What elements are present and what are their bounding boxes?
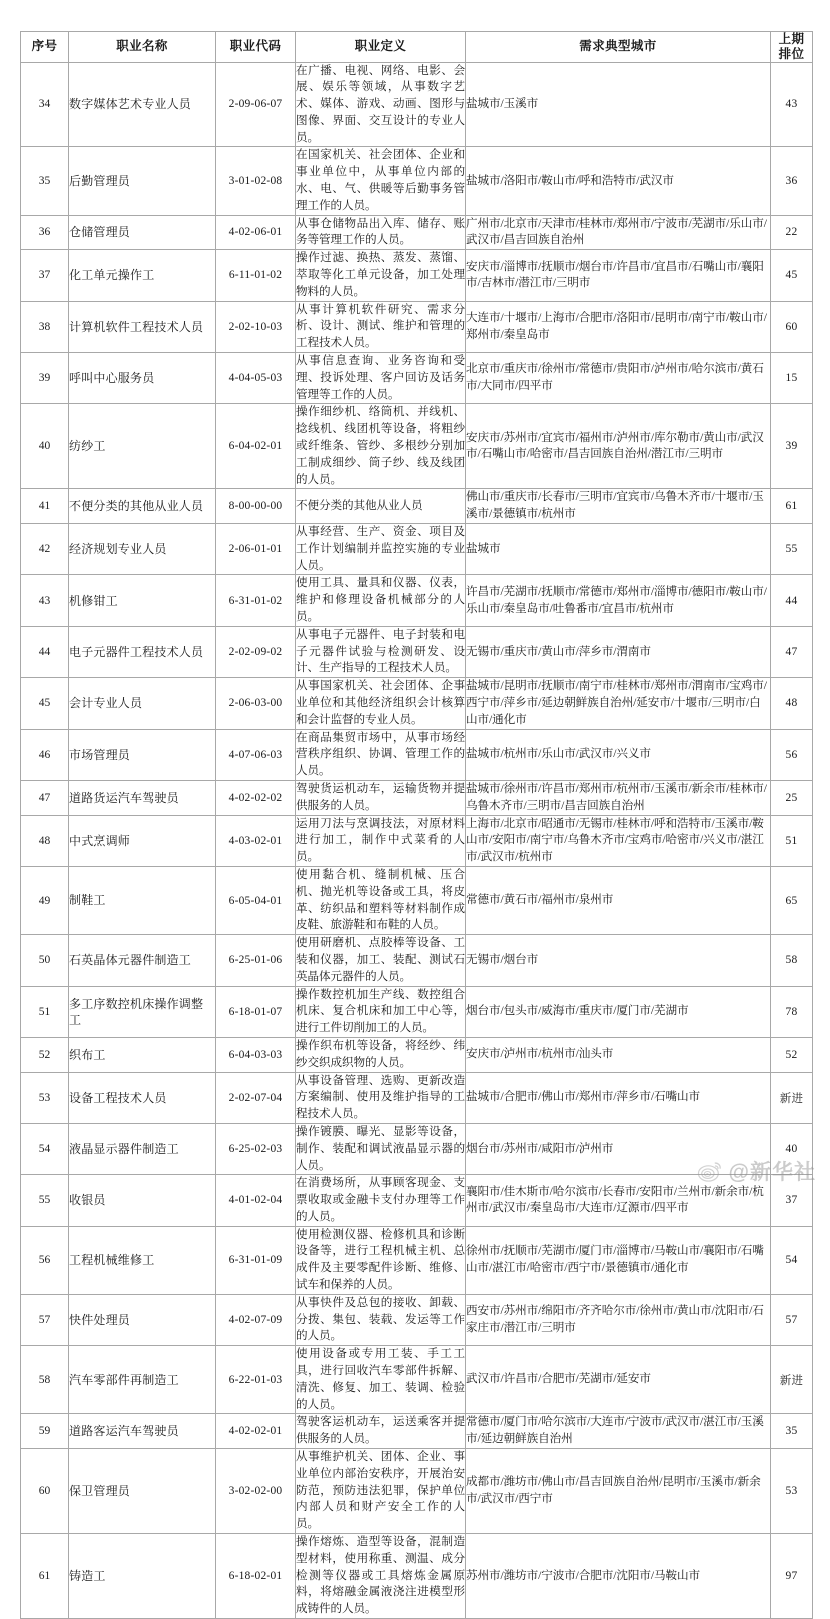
cell-index: 59 bbox=[21, 1414, 69, 1449]
cell-occupation-code: 6-31-01-02 bbox=[216, 575, 296, 626]
cell-index: 45 bbox=[21, 678, 69, 729]
cell-occupation-name: 纺纱工 bbox=[69, 404, 216, 489]
cell-occupation-code: 2-06-01-01 bbox=[216, 524, 296, 575]
cell-demand-cities: 常德市/黄石市/福州市/泉州市 bbox=[466, 866, 771, 934]
table-row bbox=[21, 575, 813, 626]
cell-previous-rank: 78 bbox=[771, 986, 813, 1037]
cell-occupation-definition: 操作细纱机、络筒机、并线机、捻线机、线团机等设备，将粗纱或纤维条、管纱、多根纱分别加工制成细纱、筒子纱、线及线团的人员。 bbox=[296, 404, 466, 489]
cell-previous-rank: 45 bbox=[771, 250, 813, 301]
cell-index: 37 bbox=[21, 250, 69, 301]
cell-occupation-definition: 从事设备管理、选购、更新改造方案编制、使用及维护指导的工程技术人员。 bbox=[296, 1072, 466, 1123]
cell-index: 41 bbox=[21, 489, 69, 524]
column-header-prev-rank bbox=[771, 32, 813, 63]
cell-demand-cities: 安庆市/泸州市/杭州市/汕头市 bbox=[466, 1037, 771, 1072]
table-row bbox=[21, 1294, 813, 1345]
cell-previous-rank: 新进 bbox=[771, 1346, 813, 1414]
cell-occupation-code: 4-02-06-01 bbox=[216, 215, 296, 250]
cell-demand-cities: 烟台市/苏州市/咸阳市/泸州市 bbox=[466, 1123, 771, 1174]
table-row bbox=[21, 250, 813, 301]
cell-occupation-code: 4-07-06-03 bbox=[216, 729, 296, 780]
cell-index: 51 bbox=[21, 986, 69, 1037]
occupation-ranking-table-container bbox=[20, 31, 812, 1619]
cell-occupation-definition: 在国家机关、社会团体、企业和事业单位中，从事单位内部的水、电、气、供暖等后勤事务管理工作的人员。 bbox=[296, 147, 466, 215]
prev-rank-line2: 排位 bbox=[778, 46, 805, 61]
cell-previous-rank: 47 bbox=[771, 626, 813, 677]
cell-index: 49 bbox=[21, 866, 69, 934]
cell-occupation-name: 汽车零部件再制造工 bbox=[69, 1346, 216, 1414]
cell-demand-cities: 徐州市/抚顺市/芜湖市/厦门市/淄博市/马鞍山市/襄阳市/石嘴山市/湛江市/哈密市/西宁市/景德镇市/通化市 bbox=[466, 1226, 771, 1294]
cell-index: 61 bbox=[21, 1534, 69, 1619]
cell-previous-rank: 37 bbox=[771, 1175, 813, 1226]
cell-demand-cities: 盐城市/合肥市/佛山市/郑州市/萍乡市/石嘴山市 bbox=[466, 1072, 771, 1123]
cell-occupation-name: 道路货运汽车驾驶员 bbox=[69, 780, 216, 815]
cell-demand-cities: 盐城市/杭州市/乐山市/武汉市/兴义市 bbox=[466, 729, 771, 780]
table-row bbox=[21, 1072, 813, 1123]
cell-demand-cities: 襄阳市/佳木斯市/哈尔滨市/长春市/安阳市/兰州市/新余市/杭州市/武汉市/秦皇岛市/大连市/辽源市/四平市 bbox=[466, 1175, 771, 1226]
cell-occupation-definition: 操作镀膜、曝光、显影等设备，制作、装配和调试液晶显示器的人员。 bbox=[296, 1123, 466, 1174]
cell-occupation-code: 2-02-07-04 bbox=[216, 1072, 296, 1123]
cell-demand-cities: 盐城市/洛阳市/鞍山市/呼和浩特市/武汉市 bbox=[466, 147, 771, 215]
table-row bbox=[21, 866, 813, 934]
cell-demand-cities: 广州市/北京市/天津市/桂林市/郑州市/宁波市/芜湖市/乐山市/武汉市/昌吉回族自治州 bbox=[466, 215, 771, 250]
table-row bbox=[21, 1175, 813, 1226]
cell-occupation-name: 仓储管理员 bbox=[69, 215, 216, 250]
cell-index: 58 bbox=[21, 1346, 69, 1414]
table-row bbox=[21, 1346, 813, 1414]
cell-occupation-definition: 操作数控机加生产线、数控组合机床、复合机床和加工中心等，进行工件切削加工的人员。 bbox=[296, 986, 466, 1037]
cell-previous-rank: 44 bbox=[771, 575, 813, 626]
cell-previous-rank: 61 bbox=[771, 489, 813, 524]
cell-occupation-definition: 从事国家机关、社会团体、企事业单位和其他经济组织会计核算和会计监督的专业人员。 bbox=[296, 678, 466, 729]
cell-previous-rank: 52 bbox=[771, 1037, 813, 1072]
cell-index: 55 bbox=[21, 1175, 69, 1226]
cell-index: 36 bbox=[21, 215, 69, 250]
cell-occupation-name: 工程机械维修工 bbox=[69, 1226, 216, 1294]
cell-index: 46 bbox=[21, 729, 69, 780]
cell-occupation-name: 后勤管理员 bbox=[69, 147, 216, 215]
cell-occupation-definition: 在广播、电视、网络、电影、会展、娱乐等领域，从事数字艺术、媒体、游戏、动画、图形与图像、界面、交互设计的专业人员。 bbox=[296, 62, 466, 147]
cell-index: 47 bbox=[21, 780, 69, 815]
cell-occupation-definition: 从事维护机关、团体、企业、事业单位内部治安秩序，开展治安防范，预防违法犯罪，保护单位内部人员和财产安全工作的人员。 bbox=[296, 1449, 466, 1534]
cell-occupation-name: 呼叫中心服务员 bbox=[69, 353, 216, 404]
cell-occupation-definition: 使用设备或专用工装、手工工具，进行回收汽车零部件拆解、清洗、修复、加工、装调、检验的人员。 bbox=[296, 1346, 466, 1414]
cell-index: 53 bbox=[21, 1072, 69, 1123]
cell-occupation-code: 6-05-04-01 bbox=[216, 866, 296, 934]
table-row bbox=[21, 626, 813, 677]
table-row bbox=[21, 489, 813, 524]
cell-occupation-name: 数字媒体艺术专业人员 bbox=[69, 62, 216, 147]
table-row bbox=[21, 1449, 813, 1534]
cell-index: 43 bbox=[21, 575, 69, 626]
cell-occupation-code: 4-01-02-04 bbox=[216, 1175, 296, 1226]
cell-occupation-code: 3-02-02-00 bbox=[216, 1449, 296, 1534]
cell-occupation-definition: 在商品集贸市场中，从事市场经营秩序组织、协调、管理工作的人员。 bbox=[296, 729, 466, 780]
cell-occupation-code: 4-04-05-03 bbox=[216, 353, 296, 404]
cell-occupation-code: 6-04-02-01 bbox=[216, 404, 296, 489]
column-header-occupation: 职业名称 bbox=[69, 32, 216, 63]
cell-occupation-code: 4-02-07-09 bbox=[216, 1294, 296, 1345]
cell-occupation-code: 2-09-06-07 bbox=[216, 62, 296, 147]
cell-occupation-definition: 从事信息查询、业务咨询和受理、投诉处理、客户回访及话务管理等工作的人员。 bbox=[296, 353, 466, 404]
cell-occupation-code: 8-00-00-00 bbox=[216, 489, 296, 524]
cell-previous-rank: 97 bbox=[771, 1534, 813, 1619]
cell-index: 52 bbox=[21, 1037, 69, 1072]
cell-demand-cities: 盐城市/昆明市/抚顺市/南宁市/桂林市/郑州市/渭南市/宝鸡市/西宁市/萍乡市/延边朝鲜族自治州/延安市/十堰市/三明市/白山市/通化市 bbox=[466, 678, 771, 729]
cell-occupation-code: 6-31-01-09 bbox=[216, 1226, 296, 1294]
cell-occupation-code: 3-01-02-08 bbox=[216, 147, 296, 215]
cell-occupation-definition: 运用刀法与烹调技法，对原材料进行加工，制作中式菜肴的人员。 bbox=[296, 815, 466, 866]
cell-previous-rank: 48 bbox=[771, 678, 813, 729]
cell-occupation-definition: 操作熔炼、造型等设备，混制造型材料，使用称重、测温、成分检测等仪器或工具熔炼金属原料，将熔融金属液浇注进模型形成铸件的人员。 bbox=[296, 1534, 466, 1619]
cell-occupation-name: 电子元器件工程技术人员 bbox=[69, 626, 216, 677]
cell-occupation-definition: 不便分类的其他从业人员 bbox=[296, 489, 466, 524]
table-row bbox=[21, 1226, 813, 1294]
cell-index: 50 bbox=[21, 935, 69, 986]
cell-demand-cities: 常德市/厦门市/哈尔滨市/大连市/宁波市/武汉市/湛江市/玉溪市/延边朝鲜族自治州 bbox=[466, 1414, 771, 1449]
cell-occupation-name: 织布工 bbox=[69, 1037, 216, 1072]
cell-occupation-code: 4-03-02-01 bbox=[216, 815, 296, 866]
cell-index: 39 bbox=[21, 353, 69, 404]
cell-demand-cities: 苏州市/潍坊市/宁波市/合肥市/沈阳市/马鞍山市 bbox=[466, 1534, 771, 1619]
cell-demand-cities: 许昌市/芜湖市/抚顺市/常德市/郑州市/淄博市/德阳市/鞍山市/乐山市/秦皇岛市/吐鲁番市/宜昌市/杭州市 bbox=[466, 575, 771, 626]
cell-occupation-code: 4-02-02-01 bbox=[216, 1414, 296, 1449]
cell-previous-rank: 22 bbox=[771, 215, 813, 250]
table-row bbox=[21, 935, 813, 986]
cell-demand-cities: 烟台市/包头市/威海市/重庆市/厦门市/芜湖市 bbox=[466, 986, 771, 1037]
cell-previous-rank: 40 bbox=[771, 1123, 813, 1174]
cell-previous-rank: 65 bbox=[771, 866, 813, 934]
table-row bbox=[21, 780, 813, 815]
cell-occupation-code: 6-22-01-03 bbox=[216, 1346, 296, 1414]
cell-previous-rank: 54 bbox=[771, 1226, 813, 1294]
cell-previous-rank: 58 bbox=[771, 935, 813, 986]
column-header-index: 序号 bbox=[21, 32, 69, 63]
cell-occupation-definition: 从事仓储物品出入库、储存、账务等管理工作的人员。 bbox=[296, 215, 466, 250]
cell-index: 44 bbox=[21, 626, 69, 677]
cell-demand-cities: 无锡市/重庆市/黄山市/萍乡市/渭南市 bbox=[466, 626, 771, 677]
column-header-code: 职业代码 bbox=[216, 32, 296, 63]
weibo-handle: @新华社 bbox=[728, 1161, 816, 1184]
cell-occupation-name: 道路客运汽车驾驶员 bbox=[69, 1414, 216, 1449]
cell-occupation-code: 6-25-02-03 bbox=[216, 1123, 296, 1174]
cell-occupation-code: 6-25-01-06 bbox=[216, 935, 296, 986]
table-row bbox=[21, 215, 813, 250]
cell-demand-cities: 安庆市/淄博市/抚顺市/烟台市/许昌市/宜昌市/石嘴山市/襄阳市/吉林市/潜江市/三明市 bbox=[466, 250, 771, 301]
cell-occupation-code: 2-02-09-02 bbox=[216, 626, 296, 677]
cell-occupation-definition: 从事电子元器件、电子封装和电子元器件试验与检测研发、设计、生产指导的工程技术人员。 bbox=[296, 626, 466, 677]
cell-demand-cities: 佛山市/重庆市/长春市/三明市/宜宾市/乌鲁木齐市/十堰市/玉溪市/景德镇市/杭州市 bbox=[466, 489, 771, 524]
cell-occupation-name: 计算机软件工程技术人员 bbox=[69, 301, 216, 352]
cell-occupation-name: 会计专业人员 bbox=[69, 678, 216, 729]
table-row bbox=[21, 1534, 813, 1619]
cell-occupation-code: 6-11-01-02 bbox=[216, 250, 296, 301]
cell-occupation-name: 经济规划专业人员 bbox=[69, 524, 216, 575]
table-row bbox=[21, 147, 813, 215]
cell-occupation-name: 铸造工 bbox=[69, 1534, 216, 1619]
cell-demand-cities: 安庆市/苏州市/宜宾市/福州市/泸州市/库尔勒市/黄山市/武汉市/石嘴山市/哈密市/昌吉回族自治州/潜江市/三明市 bbox=[466, 404, 771, 489]
column-header-definition: 职业定义 bbox=[296, 32, 466, 63]
cell-demand-cities: 上海市/北京市/昭通市/无锡市/桂林市/呼和浩特市/玉溪市/鞍山市/安阳市/南宁市/乌鲁木齐市/宝鸡市/哈密市/兴义市/湛江市/武汉市/杭州市 bbox=[466, 815, 771, 866]
table-row bbox=[21, 404, 813, 489]
column-header-cities: 需求典型城市 bbox=[466, 32, 771, 63]
cell-occupation-name: 快件处理员 bbox=[69, 1294, 216, 1345]
cell-previous-rank: 60 bbox=[771, 301, 813, 352]
cell-occupation-code: 6-18-01-07 bbox=[216, 986, 296, 1037]
cell-index: 34 bbox=[21, 62, 69, 147]
table-row bbox=[21, 986, 813, 1037]
cell-index: 56 bbox=[21, 1226, 69, 1294]
cell-occupation-definition: 驾驶货运机动车，运输货物并提供服务的人员。 bbox=[296, 780, 466, 815]
occupation-ranking-table bbox=[20, 31, 813, 1619]
cell-occupation-name: 制鞋工 bbox=[69, 866, 216, 934]
cell-demand-cities: 北京市/重庆市/徐州市/常德市/贵阳市/泸州市/哈尔滨市/黄石市/大同市/四平市 bbox=[466, 353, 771, 404]
cell-index: 60 bbox=[21, 1449, 69, 1534]
cell-demand-cities: 西安市/苏州市/绵阳市/齐齐哈尔市/徐州市/黄山市/沈阳市/石家庄市/潜江市/三明市 bbox=[466, 1294, 771, 1345]
cell-occupation-name: 化工单元操作工 bbox=[69, 250, 216, 301]
table-row bbox=[21, 678, 813, 729]
cell-demand-cities: 成都市/潍坊市/佛山市/昌吉回族自治州/昆明市/玉溪市/新余市/武汉市/西宁市 bbox=[466, 1449, 771, 1534]
cell-previous-rank: 新进 bbox=[771, 1072, 813, 1123]
cell-occupation-definition: 使用检测仪器、检修机具和诊断设备等，进行工程机械主机、总成件及主要零配件诊断、维修、试车和保养的人员。 bbox=[296, 1226, 466, 1294]
cell-index: 57 bbox=[21, 1294, 69, 1345]
cell-previous-rank: 53 bbox=[771, 1449, 813, 1534]
cell-occupation-name: 收银员 bbox=[69, 1175, 216, 1226]
cell-occupation-name: 设备工程技术人员 bbox=[69, 1072, 216, 1123]
cell-index: 35 bbox=[21, 147, 69, 215]
cell-demand-cities: 盐城市/玉溪市 bbox=[466, 62, 771, 147]
cell-previous-rank: 56 bbox=[771, 729, 813, 780]
cell-index: 40 bbox=[21, 404, 69, 489]
cell-index: 38 bbox=[21, 301, 69, 352]
cell-demand-cities: 盐城市 bbox=[466, 524, 771, 575]
cell-previous-rank: 55 bbox=[771, 524, 813, 575]
cell-occupation-definition: 驾驶客运机动车，运送乘客并提供服务的人员。 bbox=[296, 1414, 466, 1449]
cell-previous-rank: 35 bbox=[771, 1414, 813, 1449]
prev-rank-line1: 上期 bbox=[778, 32, 805, 46]
cell-previous-rank: 25 bbox=[771, 780, 813, 815]
cell-occupation-code: 4-02-02-02 bbox=[216, 780, 296, 815]
table-header bbox=[21, 32, 813, 63]
table-header-row bbox=[21, 32, 813, 63]
cell-occupation-name: 中式烹调师 bbox=[69, 815, 216, 866]
table-row bbox=[21, 1123, 813, 1174]
cell-occupation-definition: 从事计算机软件研究、需求分析、设计、测试、维护和管理的工程技术人员。 bbox=[296, 301, 466, 352]
cell-demand-cities: 盐城市/徐州市/许昌市/郑州市/杭州市/玉溪市/新余市/桂林市/乌鲁木齐市/三明市/昌吉回族自治州 bbox=[466, 780, 771, 815]
cell-previous-rank: 36 bbox=[771, 147, 813, 215]
cell-occupation-code: 2-02-10-03 bbox=[216, 301, 296, 352]
cell-index: 54 bbox=[21, 1123, 69, 1174]
table-row bbox=[21, 815, 813, 866]
table-body bbox=[21, 62, 813, 1619]
cell-demand-cities: 无锡市/烟台市 bbox=[466, 935, 771, 986]
cell-occupation-code: 6-04-03-03 bbox=[216, 1037, 296, 1072]
cell-occupation-code: 6-18-02-01 bbox=[216, 1534, 296, 1619]
cell-occupation-name: 液晶显示器件制造工 bbox=[69, 1123, 216, 1174]
cell-occupation-definition: 在消费场所，从事顾客现金、支票收取或金融卡支付办理等工作的人员。 bbox=[296, 1175, 466, 1226]
cell-previous-rank: 43 bbox=[771, 62, 813, 147]
table-row bbox=[21, 1037, 813, 1072]
table-row bbox=[21, 62, 813, 147]
cell-occupation-code: 2-06-03-00 bbox=[216, 678, 296, 729]
cell-occupation-definition: 从事经营、生产、资金、项目及工作计划编制并监控实施的专业人员。 bbox=[296, 524, 466, 575]
table-row bbox=[21, 729, 813, 780]
cell-previous-rank: 15 bbox=[771, 353, 813, 404]
cell-demand-cities: 武汉市/许昌市/合肥市/芜湖市/延安市 bbox=[466, 1346, 771, 1414]
cell-previous-rank: 51 bbox=[771, 815, 813, 866]
cell-demand-cities: 大连市/十堰市/上海市/合肥市/洛阳市/昆明市/南宁市/鞍山市/郑州市/秦皇岛市 bbox=[466, 301, 771, 352]
cell-index: 48 bbox=[21, 815, 69, 866]
table-row bbox=[21, 353, 813, 404]
cell-previous-rank: 39 bbox=[771, 404, 813, 489]
cell-occupation-definition: 从事快件及总包的接收、卸载、分拨、集包、装载、发运等工作的人员。 bbox=[296, 1294, 466, 1345]
cell-previous-rank: 57 bbox=[771, 1294, 813, 1345]
table-row bbox=[21, 1414, 813, 1449]
cell-occupation-name: 多工序数控机床操作调整工 bbox=[69, 986, 216, 1037]
cell-occupation-name: 机修钳工 bbox=[69, 575, 216, 626]
cell-occupation-definition: 使用黏合机、缝制机械、压合机、抛光机等设备或工具，将皮革、纺织品和塑料等材料制作成皮鞋、旅游鞋和布鞋的人员。 bbox=[296, 866, 466, 934]
cell-occupation-definition: 操作织布机等设备，将经纱、纬纱交织成织物的人员。 bbox=[296, 1037, 466, 1072]
cell-occupation-name: 不便分类的其他从业人员 bbox=[69, 489, 216, 524]
table-row bbox=[21, 301, 813, 352]
cell-index: 42 bbox=[21, 524, 69, 575]
table-row bbox=[21, 524, 813, 575]
cell-occupation-name: 石英晶体元器件制造工 bbox=[69, 935, 216, 986]
cell-occupation-definition: 操作过滤、换热、蒸发、蒸馏、萃取等化工单元设备，加工处理物料的人员。 bbox=[296, 250, 466, 301]
cell-occupation-name: 保卫管理员 bbox=[69, 1449, 216, 1534]
cell-occupation-name: 市场管理员 bbox=[69, 729, 216, 780]
cell-occupation-definition: 使用研磨机、点胶棒等设备、工装和仪器，加工、装配、测试石英晶体元器件的人员。 bbox=[296, 935, 466, 986]
cell-occupation-definition: 使用工具、量具和仪器、仪表，维护和修理设备机械部分的人员。 bbox=[296, 575, 466, 626]
